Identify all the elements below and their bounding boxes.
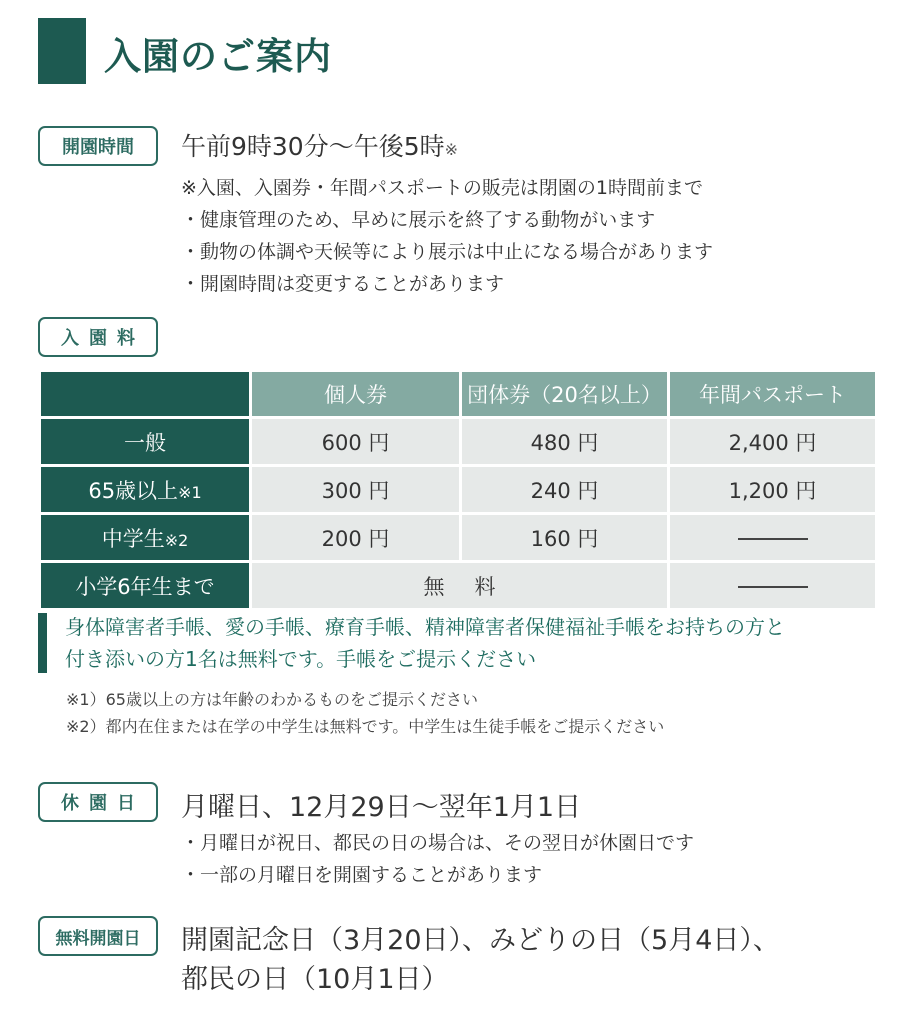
row-note-mark: ※1: [178, 482, 202, 502]
closed-days: 月曜日、12月29日～翌年1月1日: [181, 792, 582, 823]
fees-label: 入園料: [38, 317, 158, 357]
fee-footnotes: [66, 686, 664, 740]
fee-cell: 200 円: [251, 514, 461, 562]
fee-cell: [669, 562, 877, 610]
hours-note-mark: ※: [444, 140, 459, 159]
fee-cell: 1,200 円: [669, 466, 877, 514]
table-header-row: [40, 371, 877, 418]
fee-cell: 160 円: [461, 514, 669, 562]
table-row: [40, 514, 877, 562]
fee-cell: [669, 514, 877, 562]
note-accent-bar: [38, 613, 47, 673]
row-header-text: 中学生: [101, 526, 165, 551]
disability-note-line: 付き添いの方1名は無料です。手帳をご提示ください: [65, 647, 537, 671]
hours-note: ・動物の体調や天候等により展示は中止になる場合があります: [181, 241, 714, 263]
hours-label: 開園時間: [38, 126, 158, 166]
hours-note: ・健康管理のため、早めに展示を終了する動物がいます: [181, 209, 656, 231]
row-header: 一般: [40, 418, 251, 466]
hours-time: 午前9時30分～午後5時: [181, 132, 445, 161]
free-days-label: 無料開園日: [38, 916, 158, 956]
hours-notes: [181, 172, 713, 300]
column-header-group: 団体券（20名以上）: [461, 371, 669, 418]
closed-notes: [181, 827, 694, 891]
row-header: [40, 514, 251, 562]
page-title: 入園のご案内: [104, 35, 332, 78]
row-note-mark: ※2: [164, 530, 189, 550]
table-row: [40, 562, 877, 610]
table-row: [40, 466, 877, 514]
row-header: [40, 466, 251, 514]
hours-time-line: [181, 127, 458, 163]
fee-cell: 480 円: [461, 418, 669, 466]
column-header-individual: 個人券: [251, 371, 461, 418]
footnote: ※1）65歳以上の方は年齢のわかるものをご提示ください: [66, 690, 478, 709]
row-header: 小学6年生まで: [40, 562, 251, 610]
free-cell: 無料: [251, 562, 669, 610]
fee-cell: 2,400 円: [669, 418, 877, 466]
disability-note: [38, 611, 888, 675]
hours-note: ※入園、入園券・年間パスポートの販売は閉園の1時間前まで: [181, 177, 704, 199]
fee-table: [38, 369, 878, 611]
fee-cell: 300 円: [251, 466, 461, 514]
fee-cell: 600 円: [251, 418, 461, 466]
disability-note-line: 身体障害者手帳、愛の手帳、療育手帳、精神障害者保健福祉手帳をお持ちの方と: [65, 615, 785, 639]
not-applicable-dash: [738, 586, 808, 588]
table-corner-cell: [40, 371, 251, 418]
row-header-text: 65歳以上: [88, 478, 179, 503]
free-days-line: 都民の日（10月1日）: [181, 964, 449, 995]
footnote: ※2）都内在住または在学の中学生は無料です。中学生は生徒手帳をご提示ください: [66, 717, 665, 736]
column-header-annual: 年間パスポート: [669, 371, 877, 418]
header-accent-bar: [38, 18, 86, 84]
fee-cell: 240 円: [461, 466, 669, 514]
closed-label: 休園日: [38, 782, 158, 822]
closed-note: ・一部の月曜日を開園することがあります: [181, 864, 543, 886]
hours-note: ・開園時間は変更することがあります: [181, 273, 505, 295]
table-row: [40, 418, 877, 466]
free-days-line: 開園記念日（3月20日）、みどりの日（5月4日）、: [181, 925, 780, 956]
closed-note: ・月曜日が祝日、都民の日の場合は、その翌日が休園日です: [181, 832, 695, 854]
not-applicable-dash: [738, 538, 808, 540]
disability-note-text: [65, 611, 785, 675]
